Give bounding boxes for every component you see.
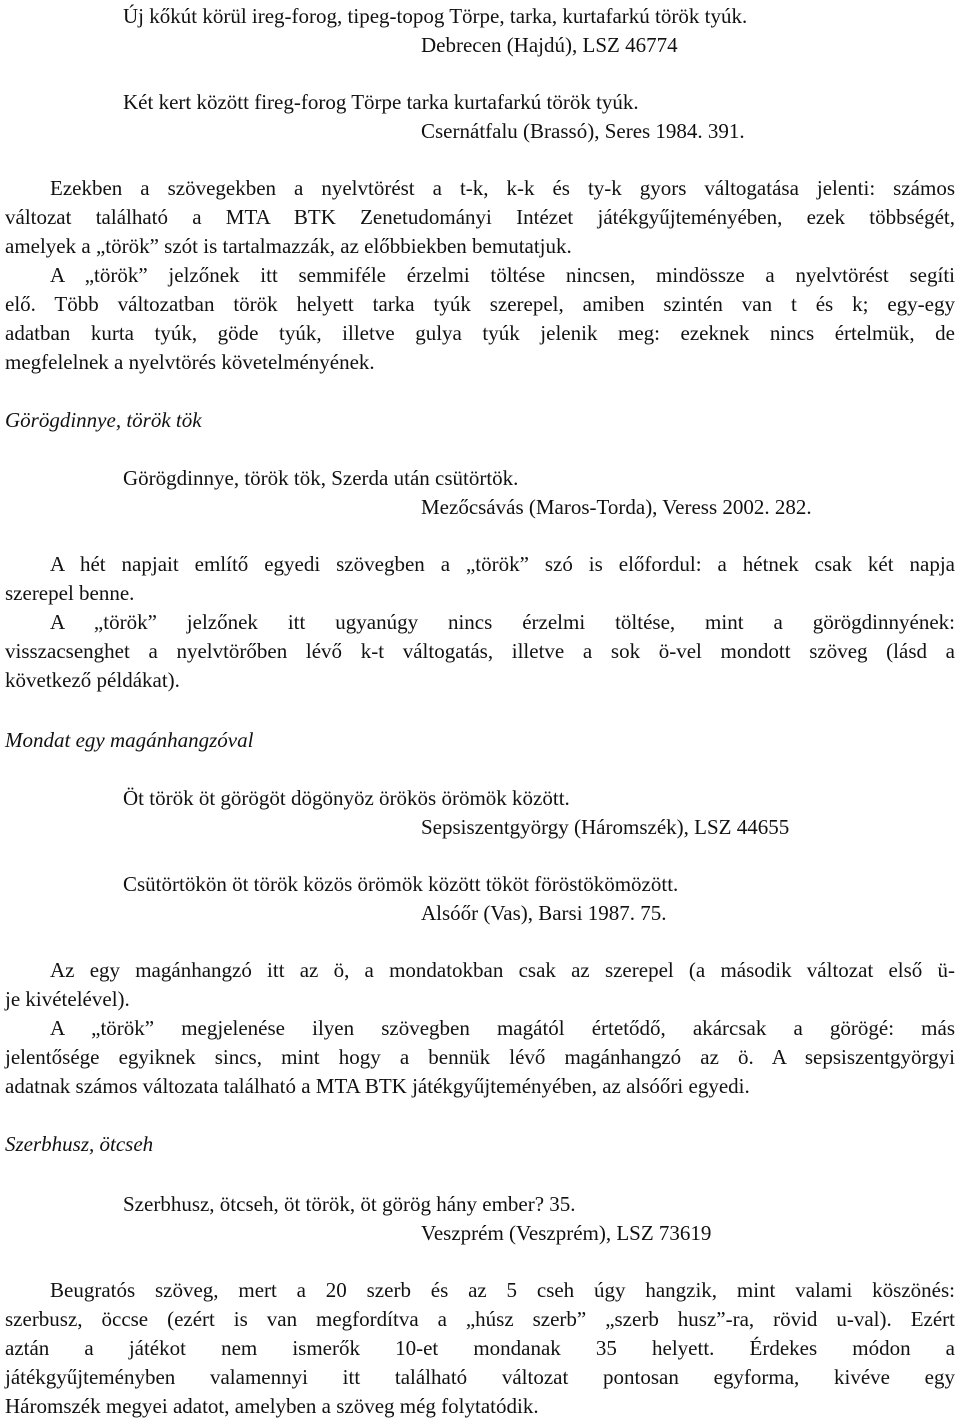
paragraph-7-line-2: szerbusz, öccse (ezért is van megfordítva a „húsz szerb” „szerb husz”-ra, rövid u-val). Ezért <box>5 1307 955 1331</box>
verse-6-text: Szerbhusz, ötcseh, öt török, öt görög hány ember? 35. <box>123 1192 576 1216</box>
paragraph-2-line-3: adatban kurta tyúk, göde tyúk, illetve gulya tyúk jelenik meg: ezeknek nincs értelmük, de <box>5 321 955 345</box>
verse-5-text: Csütörtökön öt török közös örömök között tököt föröstökömözött. <box>123 872 679 896</box>
paragraph-7-line-1: Beugratós szöveg, mert a 20 szerb és az 5 cseh úgy hangzik, mint valami köszönés: <box>50 1278 955 1302</box>
paragraph-2-line-4: megfelelnek a nyelvtörés követelményének. <box>5 350 375 374</box>
paragraph-5-line-1: Az egy magánhangzó itt az ö, a mondatokban csak az szerepel (a második változat első ü- <box>50 958 955 982</box>
paragraph-7-line-3: aztán a játékot nem ismerők 10-et mondanak 35 helyett. Érdekes módon a <box>5 1336 955 1360</box>
section-heading-szerbhusz: Szerbhusz, ötcseh <box>5 1132 154 1156</box>
paragraph-2-line-1: A „török” jelzőnek itt semmiféle érzelmi töltése nincsen, mindössze a nyelvtörést segíti <box>50 263 955 287</box>
paragraph-2-line-2: elő. Több változatban török helyett tarka tyúk szerepel, amiben szintén van t és k; egy-egy <box>5 292 955 316</box>
paragraph-7-line-4: játékgyűjteményben valamennyi itt található változat pontosan egyforma, kivéve egy <box>5 1365 955 1389</box>
paragraph-6-line-2: jelentősége egyiknek sincs, mint hogy a bennük lévő magánhangzó az ö. A sepsiszentgyörgyi <box>5 1045 955 1069</box>
verse-6-source: Veszprém (Veszprém), LSZ 73619 <box>421 1221 712 1245</box>
paragraph-1-line-1: Ezekben a szövegekben a nyelvtörést a t-k, k-k és ty-k gyors váltogatása jelenti: számos <box>50 176 955 200</box>
paragraph-6-line-1: A „török” megjelenése ilyen szövegben magától értetődő, akárcsak a görögé: más <box>50 1016 955 1040</box>
verse-4-text: Öt török öt görögöt dögönyöz örökös örömök között. <box>123 786 570 810</box>
paragraph-1-line-2: változat található a MTA BTK Zenetudományi Intézet játékgyűjteményében, ezek többségét, <box>5 205 955 229</box>
verse-2-source: Csernátfalu (Brassó), Seres 1984. 391. <box>421 119 745 143</box>
section-heading-gorogdinnye: Görögdinnye, török tök <box>5 408 202 432</box>
paragraph-7-line-5: Háromszék megyei adatot, amelyben a szöveg még folytatódik. <box>5 1394 539 1418</box>
paragraph-6-line-3: adatnak számos változata található a MTA BTK játékgyűjteményében, az alsóőri egyedi. <box>5 1074 750 1098</box>
verse-1-text: Új kőkút körül ireg-forog, tipeg-topog Törpe, tarka, kurtafarkú török tyúk. <box>123 4 748 28</box>
verse-5-source: Alsóőr (Vas), Barsi 1987. 75. <box>421 901 667 925</box>
verse-3-source: Mezőcsávás (Maros-Torda), Veress 2002. 282. <box>421 495 812 519</box>
verse-3-text: Görögdinnye, török tök, Szerda után csütörtök. <box>123 466 519 490</box>
section-heading-mondat: Mondat egy magánhangzóval <box>5 728 254 752</box>
paragraph-4-line-3: következő példákat). <box>5 668 180 692</box>
paragraph-5-line-2: je kivételével). <box>5 987 130 1011</box>
paragraph-3-line-2: szerepel benne. <box>5 581 135 605</box>
paragraph-1-line-3: amelyek a „török” szót is tartalmazzák, az előbbiekben bemutatjuk. <box>5 234 572 258</box>
verse-4-source: Sepsiszentgyörgy (Háromszék), LSZ 44655 <box>421 815 790 839</box>
paragraph-3-line-1: A hét napjait említő egyedi szövegben a „török” szó is előfordul: a hétnek csak két napja <box>50 552 955 576</box>
paragraph-4-line-2: visszacsenghet a nyelvtörőben lévő k-t váltogatás, illetve a sok ö-vel mondott szöveg (lásd a <box>5 639 955 663</box>
verse-2-text: Két kert között fireg-forog Törpe tarka kurtafarkú török tyúk. <box>123 90 639 114</box>
verse-1-source: Debrecen (Hajdú), LSZ 46774 <box>421 33 678 57</box>
paragraph-4-line-1: A „török” jelzőnek itt ugyanúgy nincs érzelmi töltése, mint a görögdinnyének: <box>50 610 955 634</box>
